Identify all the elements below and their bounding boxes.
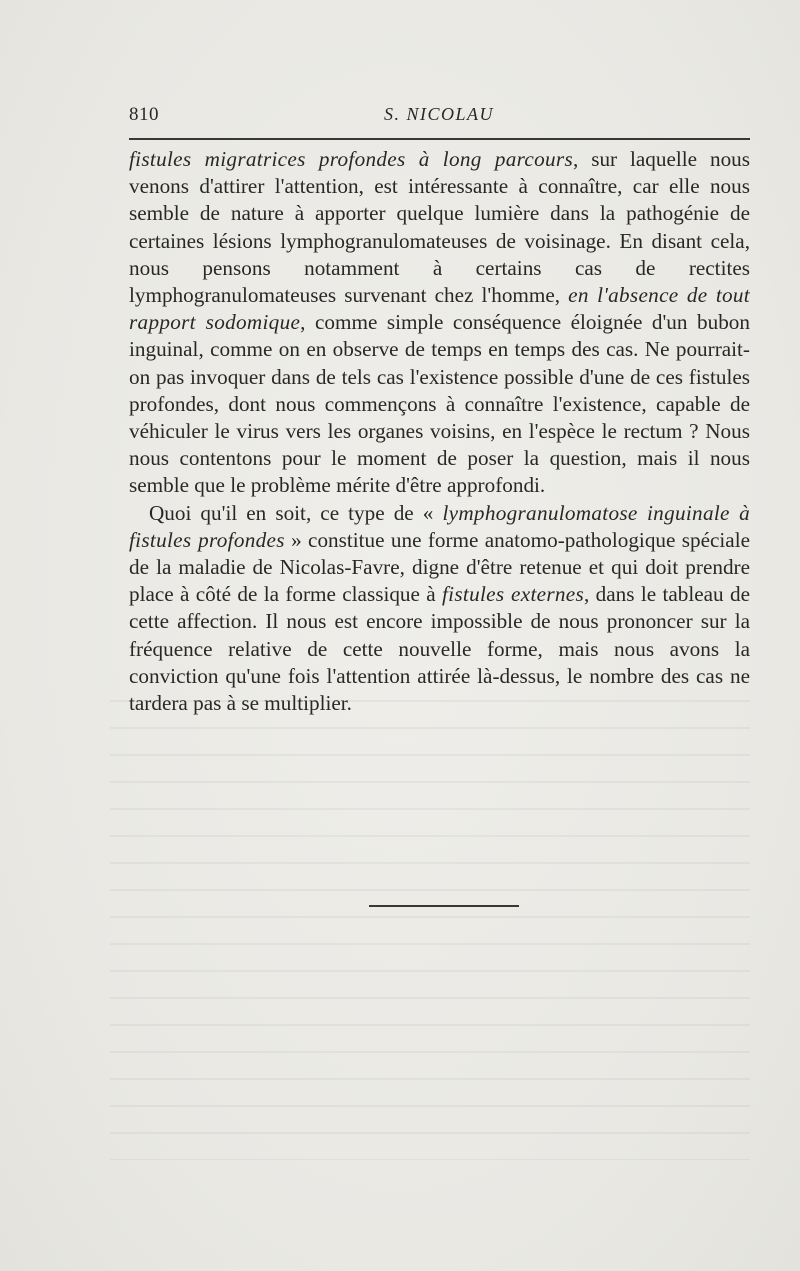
page-number: 810 xyxy=(129,104,159,125)
paragraph-1-italic-2: en l'absence de tout rapport sodomique xyxy=(129,283,750,335)
body-text xyxy=(129,146,750,717)
paragraph-2-italic-1: lymphogranulomatose inguinale à fistules profondes xyxy=(129,500,750,552)
paragraph-1-text-2: , comme simple conséquence éloignée d'un bubon inguinal, comme on en observe de temps en temps des cas. Ne pourrait-on pas invoquer dans de tels cas l'existence possible d'une de ces fistules profondes, dont nous commençons à connaître l'existence, capable de véhiculer le virus vers les organes voisins, en l'espèce le rectum ? Nous nous contentons pour le moment de poser la question, mais il nous semble que le problème mérite d'être approfondi. xyxy=(129,310,750,498)
running-head: S. NICOLAU xyxy=(384,104,495,124)
paragraph-2-text-2: » constitue une forme anatomo-pathologique spéciale de la maladie de Nicolas-Favre, digne d'être retenue et qui doit prendre place à côté de la forme classique à xyxy=(129,527,750,607)
page-header xyxy=(129,104,750,128)
paragraph-2-text-3: , dans le tableau de cette affection. Il nous est encore impossible de nous prononcer sur la fréquence relative de cette nouvelle forme, mais nous avons la conviction qu'une fois l'attention attirée là-dessus, le nombre des cas ne tardera pas à se multiplier. xyxy=(129,582,750,716)
show-through-texture xyxy=(110,700,750,1160)
header-rule xyxy=(129,138,750,140)
paragraph-2 xyxy=(129,500,750,718)
paragraph-1-italic-1: fistules migratrices profondes à long parcours xyxy=(129,147,574,171)
paragraph-1-text-1: , sur laquelle nous venons d'attirer l'attention, est intéressante à connaître, car elle nous semble de nature à apporter quelque lumière dans la pathogénie de certaines lésions lymphogranulomateuses de voisinage. En disant cela, nous pensons notamment à certains cas de rectites lymphogranulomateuses survenant chez l'homme, xyxy=(129,147,751,308)
paragraph-2-italic-2: fistules externes xyxy=(441,582,585,607)
end-rule xyxy=(369,905,519,907)
paragraph-1 xyxy=(129,146,750,500)
paragraph-2-text-1: Quoi qu'il en soit, ce type de « xyxy=(149,500,443,525)
